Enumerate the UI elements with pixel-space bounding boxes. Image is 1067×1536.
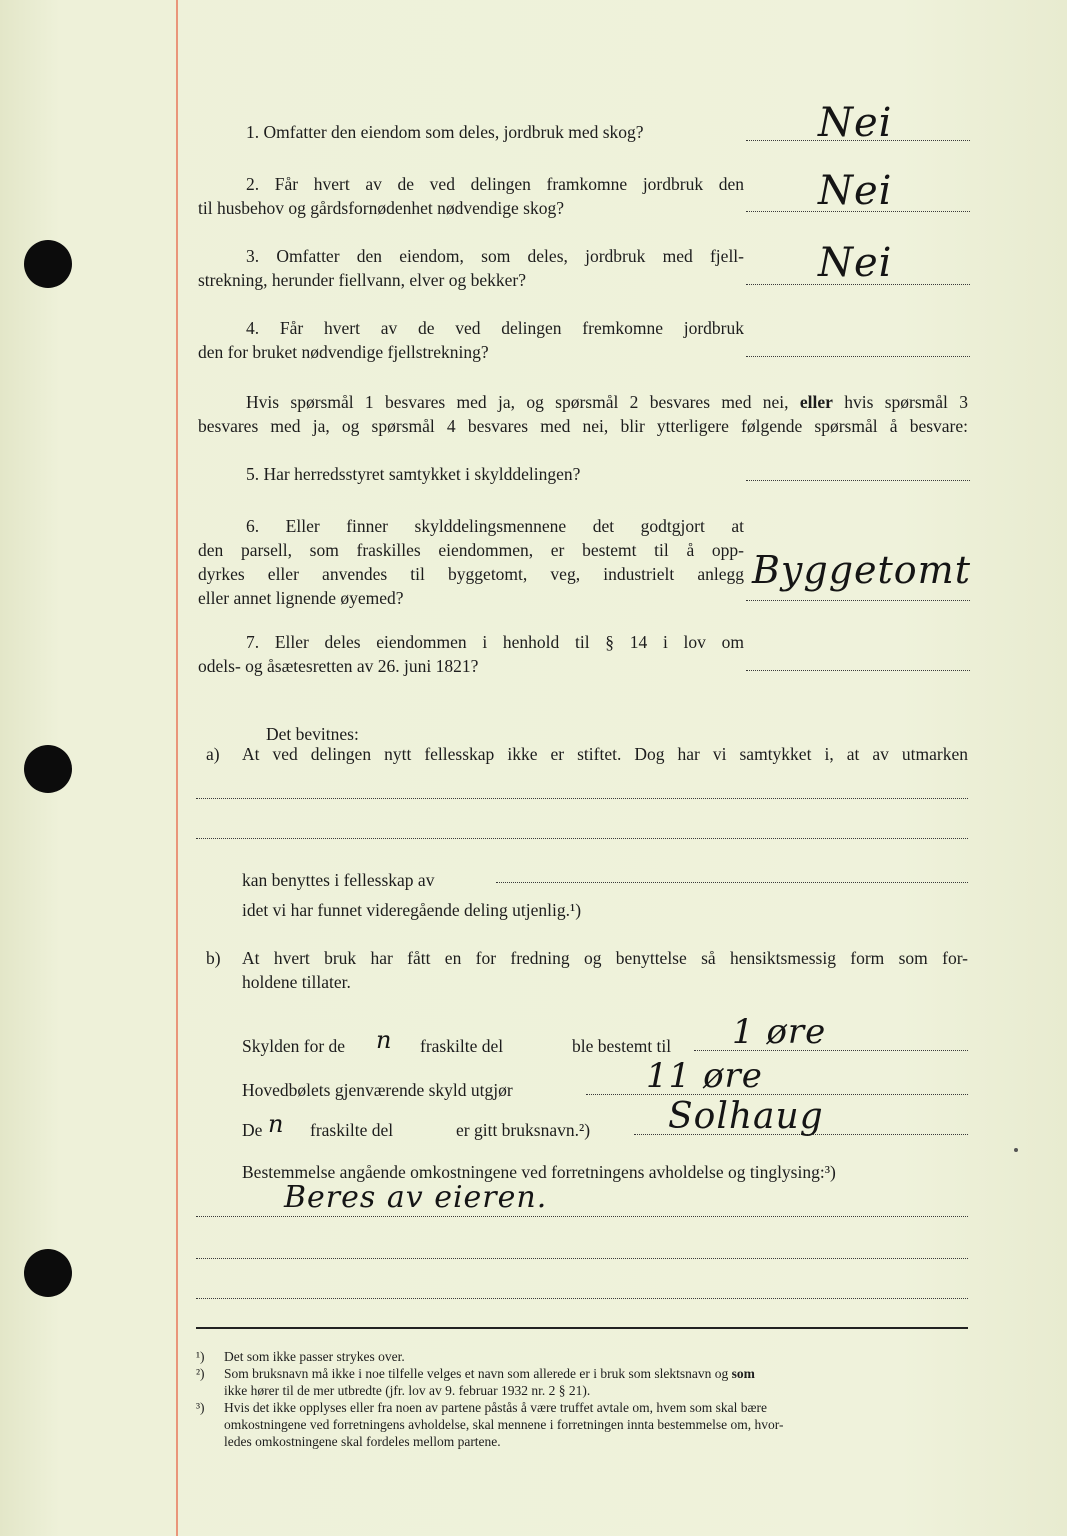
cost-label: Bestemmelse angående omkostningene ved forretningens avholdelse og tinglysing:³) (242, 1162, 836, 1182)
name-value-handwritten: Solhaug (668, 1096, 824, 1137)
skyld-label-c: ble bestemt til (572, 1036, 672, 1056)
footnote-3-cont: ledes omkostningene skal fordeles mellom partene. (224, 1434, 501, 1449)
skyld-label-a: Skylden for de (242, 1036, 346, 1056)
question-5: 5. Har herredsstyret samtykket i skylddelingen? (246, 464, 581, 484)
footnote-3-cont: omkostningene ved forretningens avholdelse, skal mennene i forretningen innta bestemmelse om, hvor- (224, 1417, 784, 1432)
main-skyld-line (586, 1094, 968, 1095)
shared-use-line (496, 882, 968, 883)
name-label-a: De (242, 1120, 263, 1140)
red-margin-line (176, 0, 178, 1536)
answer-line-5 (746, 480, 970, 481)
attest-a-text: At ved delingen nytt fellesskap ikke er stiftet. Dog har vi samtykket i, at av utmarken (242, 744, 968, 764)
footnote-1: ¹) Det som ikke passer strykes over. (196, 1349, 405, 1364)
fill-line (196, 798, 968, 799)
footnote-rule (196, 1327, 968, 1329)
name-label-c: er gitt bruksnavn.²) (456, 1120, 591, 1140)
answer-6-handwritten: Byggetomt (752, 548, 971, 592)
question-2-line-2: til husbehov og gårdsfornødenhet nødvendige skog? (198, 198, 564, 218)
question-2-line-1: 2. Får hvert av de ved delingen framkomne jordbruk den (246, 174, 744, 194)
question-7-line-2: odels- og åsætesretten av 26. juni 1821? (198, 656, 479, 676)
fill-line (196, 838, 968, 839)
skyld-label-b: fraskilte del (420, 1036, 504, 1056)
question-3-line-1: 3. Omfatter den eiendom, som deles, jordbruk med fjell- (246, 246, 744, 266)
name-fill-handwritten: n (268, 1110, 285, 1138)
answer-1-handwritten: Nei (818, 100, 893, 146)
question-6-line-4: eller annet lignende øyemed? (198, 588, 404, 608)
punch-hole (24, 240, 72, 288)
question-4-line-2: den for bruket nødvendige fjellstrekning? (198, 342, 489, 362)
answer-line-7 (746, 670, 970, 671)
question-6-line-3: dyrkes eller anvendes til byggetomt, veg, industrielt anlegg (198, 564, 744, 584)
further-division-text: idet vi har funnet videregående deling utjenlig.¹) (242, 900, 582, 920)
footnote-3: ³) Hvis det ikke opplyses eller fra noen av partene påstås å være truffet avtale om, hvem som skal bære (196, 1400, 767, 1415)
main-skyld-value-handwritten: 11 øre (646, 1056, 763, 1096)
cost-value-handwritten: Beres av eieren. (284, 1180, 548, 1215)
skyld-value-handwritten: 1 øre (732, 1012, 827, 1052)
question-3-line-2: strekning, herunder fiellvann, elver og bekker? (198, 270, 526, 290)
condition-line-2: besvares med ja, og spørsmål 4 besvares med nei, blir ytterligere følgende spørsmål å besvare: (198, 416, 968, 436)
attest-a-marker: a) (206, 744, 220, 764)
question-7-line-1: 7. Eller deles eiendommen i henhold til § 14 i lov om (246, 632, 744, 652)
answer-3-handwritten: Nei (818, 240, 893, 286)
answer-line-4 (746, 356, 970, 357)
punch-hole (24, 1249, 72, 1297)
cost-line (196, 1216, 968, 1217)
question-1: 1. Omfatter den eiendom som deles, jordbruk med skog? (246, 122, 644, 142)
answer-2-handwritten: Nei (818, 168, 893, 214)
attest-heading: Det bevitnes: (266, 724, 359, 744)
attest-b-line-2: holdene tillater. (242, 972, 351, 992)
ink-speck (1014, 1148, 1018, 1152)
punch-hole (24, 745, 72, 793)
name-label-b: fraskilte del (310, 1120, 394, 1140)
cost-line (196, 1298, 968, 1299)
footnote-2: ²) Som bruksnavn må ikke i noe tilfelle velges et navn som allerede er i bruk som slektsnavn og som (196, 1366, 755, 1381)
cost-line (196, 1258, 968, 1259)
main-skyld-label: Hovedbølets gjenværende skyld utgjør (242, 1080, 513, 1100)
attest-b-line-1: At hvert bruk har fått en for fredning og benyttelse så hensiktsmessig form som for- (242, 948, 968, 968)
shared-use-label: kan benyttes i fellesskap av (242, 870, 435, 890)
question-6-line-1: 6. Eller finner skylddelingsmennene det godtgjort at (246, 516, 744, 536)
question-4-line-1: 4. Får hvert av de ved delingen fremkomne jordbruk (246, 318, 744, 338)
attest-b-marker: b) (206, 948, 221, 968)
skyld-fill-handwritten: n (376, 1026, 393, 1054)
answer-line-6 (746, 600, 970, 601)
question-6-line-2: den parsell, som fraskilles eiendommen, er bestemt til å opp- (198, 540, 744, 560)
footnote-2-cont: ikke hører til de mer utbredte (jfr. lov av 9. februar 1932 nr. 2 § 21). (224, 1383, 591, 1398)
condition-line-1: Hvis spørsmål 1 besvares med ja, og spørsmål 2 besvares med nei, eller hvis spørsmål 3 (246, 392, 968, 412)
